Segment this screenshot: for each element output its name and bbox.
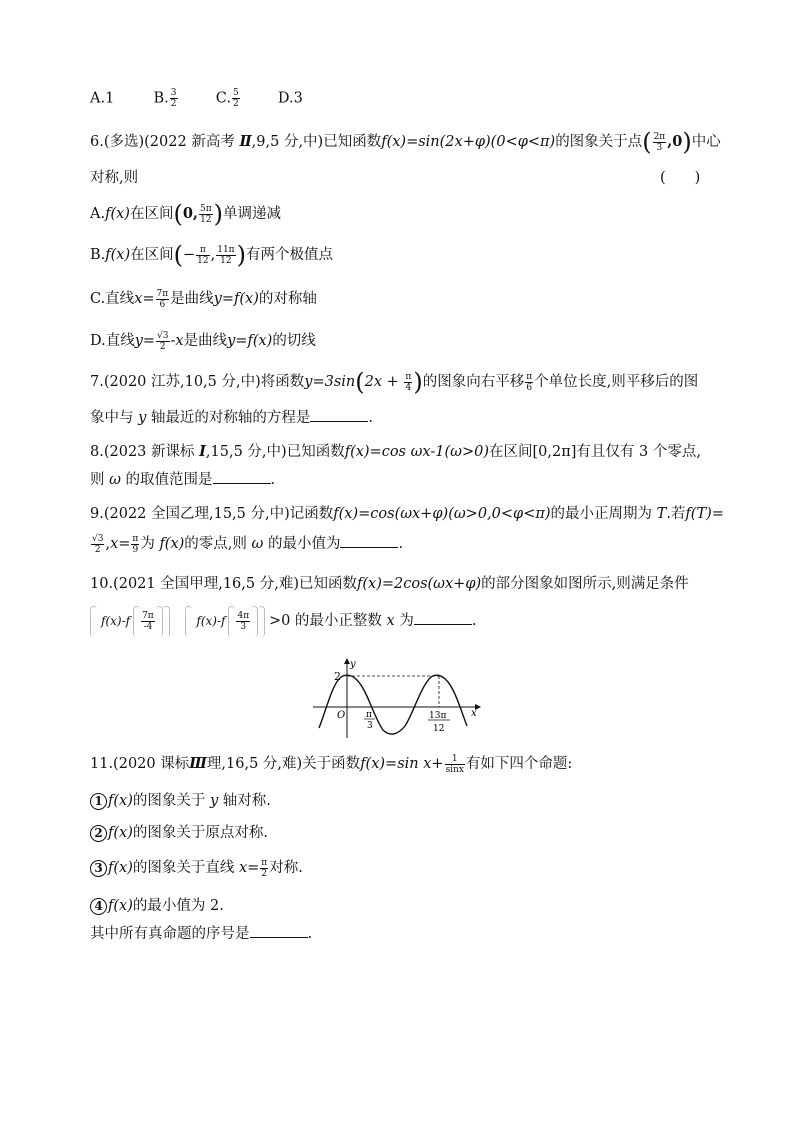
q6-option-b: B.f(x)在区间(− $\frac{\pi}{12}$ , $\frac{11\pi}{12}$ )有两个极值点 <box>90 241 333 269</box>
q7-stem: 7.(2020 江苏,10,5 分,中)将函数y=3sin(2x + $\frac{\pi}{4}$ )的图象向右平移 $\frac{\pi}{6}$ 个单位长度,则平移后的图 <box>90 368 699 396</box>
x-tick-2-num: 13π <box>429 711 447 721</box>
q11-stem: 11.(2020 课标Ⅲ理,16,5 分,难)关于函数f(x)=sin x+ $\frac{1}{\sin x}$ 有如下四个命题: <box>90 753 573 775</box>
q6-stem: 6.(多选)(2022 新高考 Ⅱ,9,5 分,中)已知函数f(x)=sin(2x+φ)(0<φ<π)的图象关于点( $\frac{2\pi}{3}$ ,0)中心 <box>90 128 721 156</box>
q11-answer-blank[interactable] <box>250 925 308 938</box>
q8-stem: 8.(2023 新课标 Ⅰ,15,5 分,中)已知函数f(x)=cos ωx-1(ω>0)在区间[0,2π]有且仅有 3 个零点, <box>90 443 701 460</box>
q5-option-c-frac: $\frac{5}{2}$ <box>232 88 239 109</box>
y-tick-2: 2 <box>334 670 341 683</box>
q9-answer-blank[interactable] <box>340 535 398 548</box>
q6-option-d: D.直线y= $\frac{√3}{2}$ -x是曲线y=f(x)的切线 <box>90 330 316 352</box>
origin-label: O <box>337 710 346 721</box>
y-axis-label: y <box>350 659 356 670</box>
q8-stem-line2: 则 ω 的取值范围是 . <box>90 472 276 488</box>
q11-proposition-3: 3 f(x)的图象关于直线 x= $\frac{\pi}{2}$ 对称. <box>90 856 303 879</box>
q10-stem: 10.(2021 全国甲理,16,5 分,难)已知函数f(x)=2cos(ωx+φ)的部分图象如图所示,则满足条件 <box>90 576 689 592</box>
x-tick-1-num: π <box>366 710 372 720</box>
q11-proposition-2: 2 f(x)的图象关于原点对称. <box>90 821 268 842</box>
q11-final-prompt: 其中所有真命题的序号是 . <box>90 926 313 942</box>
cosine-graph <box>313 656 483 740</box>
q7-stem-line2: 象中与 y 轴最近的对称轴的方程是 . <box>90 410 374 426</box>
q11-proposition-4: 4 f(x)的最小值为 2. <box>90 894 224 915</box>
x-axis-label: x <box>471 708 477 719</box>
q9-stem-line2: $\frac{√3}{2}$ ,x= $\frac{\pi}{9}$ 为 f(x)的零点,则 ω 的最小值为 . <box>92 533 404 555</box>
q5-option-c: C. <box>215 90 231 107</box>
q10-answer-blank[interactable] <box>414 612 472 625</box>
q6-option-a: A.f(x)在区间(0, $\frac{5\pi}{12}$ )单调递减 <box>90 200 281 228</box>
x-tick-2-den: 12 <box>433 724 445 734</box>
q6-answer-paren: ( ) <box>660 170 701 186</box>
q5-option-b-frac: $\frac{3}{2}$ <box>170 88 177 109</box>
q7-answer-blank[interactable] <box>310 409 368 422</box>
q5-option-d: D.3 <box>277 90 303 107</box>
q8-answer-blank[interactable] <box>213 471 271 484</box>
q11-proposition-1: 1 f(x)的图象关于 y 轴对称. <box>90 789 271 810</box>
q5-option-a: A.1 <box>90 90 115 107</box>
q6-stem-line2: 对称,则 <box>90 170 139 186</box>
x-tick-1-den: 3 <box>367 721 373 731</box>
q10-condition: f(x)-f $\frac{7\pi}{-4}$ f(x)-f $\frac{4\pi}{3}$ >0 的最小正整数 x 为 . <box>90 606 476 637</box>
cosine-curve <box>319 675 467 734</box>
q5-option-b: B. <box>153 90 169 107</box>
q6-exam-mark: Ⅱ <box>239 133 252 150</box>
q9-stem: 9.(2022 全国乙理,15,5 分,中)记函数f(x)=cos(ωx+φ)(ω>0,0<φ<π)的最小正周期为 T.若f(T)= <box>90 506 724 522</box>
q5-options <box>90 88 303 109</box>
q6-option-c: C.直线x= $\frac{7\pi}{6}$ 是曲线y=f(x)的对称轴 <box>90 288 317 310</box>
